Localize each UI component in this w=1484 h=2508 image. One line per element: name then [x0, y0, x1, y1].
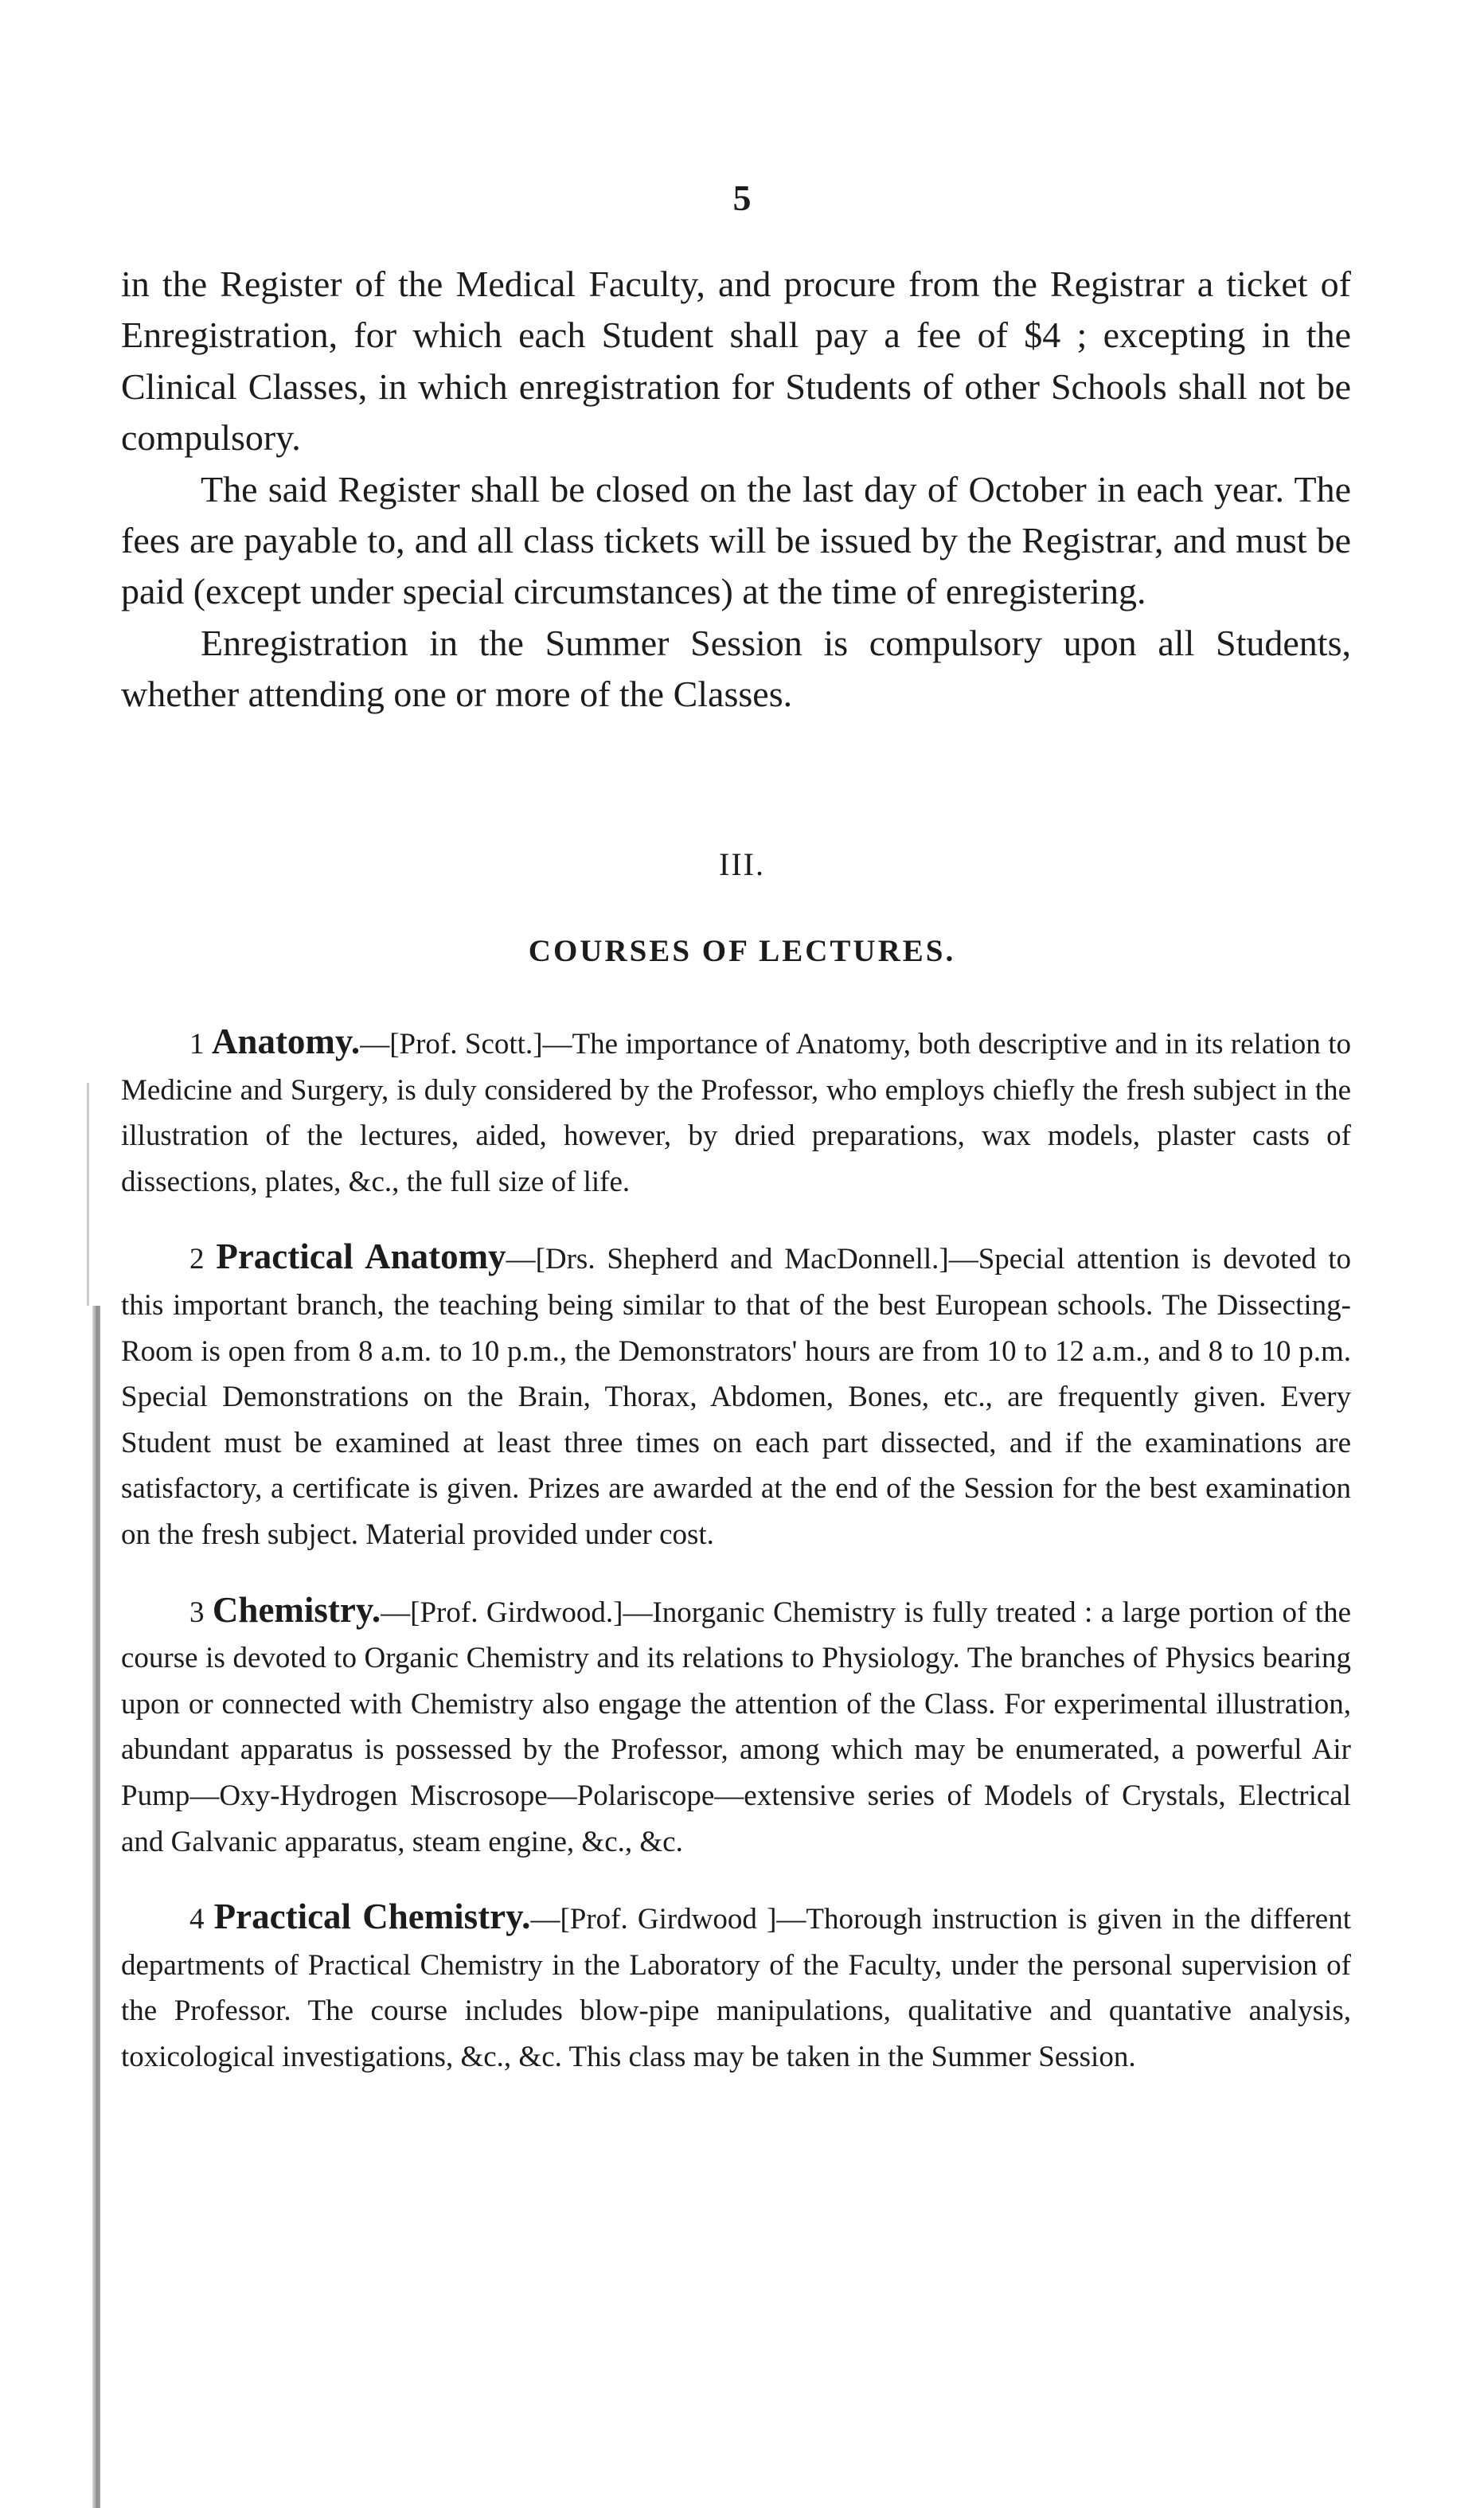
intro-paragraph: The said Register shall be closed on the last day of October in each year. The fees are payable to, and all class tickets will be issued by the Registrar, and must be paid (except under special circumstances) at the time of enregistering.	[121, 468, 1351, 612]
course-title: Practical Chemistry.	[213, 1897, 531, 1937]
course-description: —[Prof. Girdwood.]—Inorganic Chemistry is fully treated : a large portion of the course is devoted to Organic Chemistry and its relations to Physiology. The branches of Physics bearing upon or connected with Chemistry also engage the attention of the Class. For experimental illustration, abundant apparatus is possessed by the Professor, among which may be enumerated, a powerful Air Pump—Oxy-Hydrogen Miscrosope—Polariscope—extensive series of Models of Crystals, Electrical and Galvanic apparatus, steam engine, &c., &c.	[121, 1596, 1351, 1858]
course-entry	[121, 1019, 1351, 1205]
course-description: —[Drs. Shepherd and MacDonnell.]—Special attention is devoted to this important branch, the teaching being similar to that of the best European schools. The Dissecting-Room is open from 8 a.m. to 10 p.m., the Demonstrators' hours are from 10 to 12 a.m., and 8 to 10 p.m. Special Demonstrations on the Brain, Thorax, Abdomen, Bones, etc., are frequently given. Every Student must be examined at least three times on each part dissected, and if the examinations are satisfactory, a certificate is given. Prizes are awarded at the end of the Session for the best examination on the fresh subject. Material provided under cost.	[121, 1243, 1351, 1551]
page-number: 5	[732, 178, 752, 218]
course-title: Anatomy.	[211, 1022, 361, 1061]
course-title: Practical Anatomy	[216, 1236, 506, 1277]
course-entry	[121, 1234, 1351, 1557]
courses-list	[121, 1019, 1351, 2080]
intro-paragraph: in the Register of the Medical Faculty, and procure from the Registrar a ticket of Enregistration, for which each Student shall pay a fee of $4 ; excepting in the Clinical Classes, in which enregistration for Students of other Schools shall not be compulsory.	[121, 264, 1351, 459]
course-entry	[121, 1894, 1351, 2080]
course-number: 3	[189, 1596, 205, 1629]
section-numeral: III.	[719, 846, 765, 882]
binding-edge-shadow	[92, 1306, 100, 2508]
intro-text	[121, 259, 1351, 721]
page-edge-mark	[87, 1083, 89, 1306]
course-number: 2	[189, 1243, 205, 1276]
course-entry	[121, 1588, 1351, 1865]
course-number: 4	[189, 1903, 205, 1936]
section-heading: COURSES OF LECTURES.	[528, 934, 956, 968]
course-number: 1	[189, 1028, 205, 1061]
course-description: —[Prof. Scott.]—The importance of Anatomy, both descriptive and in its relation to Medicine and Surgery, is duly considered by the Professor, who employs chiefly the fresh subject in the illustration of the lectures, aided, however, by dried preparations, wax models, plaster casts of dissections, plates, &c., the full size of life.	[121, 1028, 1351, 1198]
course-title: Chemistry.	[212, 1589, 381, 1630]
course-description: —[Prof. Girdwood ]—Thorough instruction is given in the different departments of Practical Chemistry in the Laboratory of the Faculty, under the personal supervision of the Professor. The course includes blow-pipe manipulations, qualitative and quantative analysis, toxicological investigations, &c., &c. This class may be taken in the Summer Session.	[121, 1903, 1352, 2073]
intro-paragraph: Enregistration in the Summer Session is compulsory upon all Students, whether attending one or more of the Classes.	[121, 622, 1351, 715]
